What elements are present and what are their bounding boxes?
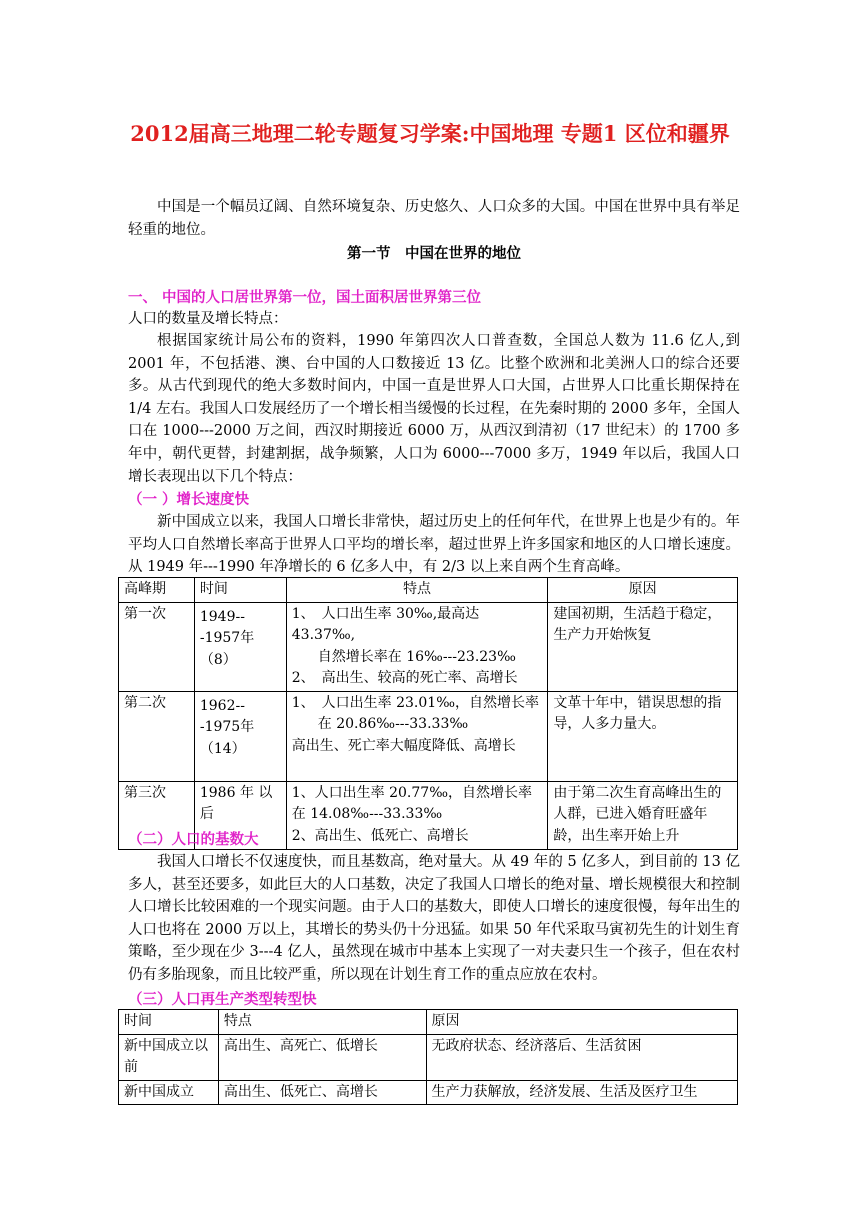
- feature-line: 在 20.86‰---33.33‰: [317, 716, 469, 732]
- table-row: [119, 1080, 738, 1105]
- table-header-cell: 特点: [286, 578, 548, 603]
- table-row: [119, 602, 738, 691]
- table-header-cell: 原因: [426, 1010, 737, 1035]
- table-cell: [286, 602, 548, 691]
- table-cell: 第一次: [119, 602, 195, 691]
- feature-line: 自然增长率在 16‰---23.23‰: [317, 648, 516, 665]
- table-cell: 无政府状态、经济落后、生活贫困: [426, 1034, 737, 1080]
- feature-line: 2、高出生、低死亡、高增长: [291, 827, 469, 844]
- large-base-paragraph: 我国人口增长不仅速度快，而且基数高，绝对量大。从 49 年的 5 亿多人，到目前的 13 亿多人，甚至还要多，如此巨大的人口基数，决定了我国人口增长的绝对量、增长规模很大和控制人口增长比较困难的一个现实问题。由于人口的基数大，即使人口增长的速度很慢，每年出生的人口也将在 2000 万以上，其增长的势头仍十分迅猛。如果 50 年代采取马寅初先生的计划生育策略，至少现在少 3---4 亿人，虽然现在城市中基本上实现了一对夫妻只生一个孩子，但在农村仍有多胎现象，而且比较严重，所以现在计划生育工作的重点应放在农村。: [128, 854, 740, 983]
- table-cell: 第三次: [119, 781, 195, 849]
- table-header-cell: 特点: [218, 1010, 426, 1035]
- table-cell: 由于第二次生育高峰出生的人群，已进入婚育旺盛年龄，出生率开始上升: [548, 781, 738, 849]
- feature-line: 1、 人口出生率 30‰,最高达 43.37‰,: [291, 605, 480, 643]
- heading-population-rank: 一、 中国的人口居世界第一位，国土面积居世界第三位: [128, 289, 482, 306]
- table-row: [119, 1034, 738, 1080]
- table-cell: 新中国成立以前: [119, 1034, 219, 1080]
- table-cell: 1986 年 以后: [194, 781, 286, 849]
- table-header-cell: 时间: [194, 578, 286, 603]
- heading-large-base: （二）人口的基数大: [128, 831, 259, 848]
- table-header-cell: 高峰期: [119, 578, 195, 603]
- heading-growth-fast: （一 ）增长速度快: [128, 491, 250, 508]
- table-cell: 新中国成立: [119, 1080, 219, 1105]
- feature-line: 2、 高出生、较高的死亡率、高增长: [291, 670, 518, 686]
- document-title: 2012届高三地理二轮专题复习学案:中国地理 专题1 区位和疆界: [130, 121, 730, 146]
- population-intro: 人口的数量及增长特点：: [128, 311, 288, 327]
- feature-line: 1、人口出生率 20.77‰，自然增长率在 14.08‰---33.33‰: [291, 784, 532, 822]
- table-header-row: [119, 1010, 738, 1035]
- table-row: [119, 691, 738, 781]
- table-cell: 第二次: [119, 691, 195, 781]
- table-cell: 建国初期，生活趋于稳定，生产力开始恢复: [548, 602, 738, 691]
- growth-paragraph: 新中国成立以来，我国人口增长非常快，超过历史上的任何年代，在世界上也是少有的。年平均人口自然增长率高于世界人口平均的增长率，超过世界上许多国家和地区的人口增长速度。从 1949 年---1990 年净增长的 6 亿多人中，有 2/3 以上来自两个生育高峰。: [128, 514, 740, 576]
- feature-line: 高出生、死亡率大幅度降低、高增长: [291, 737, 516, 754]
- feature-line: 1、 人口出生率 23.01‰，自然增长率: [291, 694, 539, 711]
- table-header-cell: 原因: [548, 578, 738, 603]
- table-cell: 生产力获解放，经济发展、生活及医疗卫生: [426, 1080, 737, 1105]
- table-cell: 文革十年中，错误思想的指导，人多力量大。: [548, 691, 738, 781]
- intro-paragraph: 中国是一个幅员辽阔、自然环境复杂、历史悠久、人口众多的大国。中国在世界中具有举足轻重的地位。: [128, 199, 740, 238]
- table-header-row: [119, 578, 738, 603]
- table-cell: 1949---1957年（8）: [194, 602, 286, 691]
- population-paragraph: 根据国家统计局公布的资料，1990 年第四次人口普查数，全国总人数为 11.6 亿人,到 2001 年，不包括港、澳、台中国的人口数接近 13 亿。比整个欧洲和北美洲人口的综合还要多。从古代到现代的绝大多数时间内，中国一直是世界人口大国，占世界人口比重长期保持在 1/4 左右。我国人口发展经历了一个增长相当缓慢的长过程，在先秦时期的 2000 多年，全国人口在 1000---2000 万之间，西汉时期接近 6000 万，从西汉到清初（17 世纪末）的 1700 多年中，朝代更替，封建割据，战争频繁，人口为 6000---7000 多万，1949 年以后，我国人口增长表现出以下几个特点：: [128, 333, 740, 485]
- reproduction-type-table: [118, 1009, 738, 1105]
- birth-peak-table: [118, 577, 738, 850]
- table-cell: [286, 781, 548, 849]
- table-cell: 高出生、高死亡、低增长: [218, 1034, 426, 1080]
- heading-reproduction-type: （三）人口再生产类型转型快: [128, 991, 317, 1008]
- table-cell: 高出生、低死亡、高增长: [218, 1080, 426, 1105]
- table-cell: 1962---1975年（14）: [194, 691, 286, 781]
- table-cell: [286, 691, 548, 781]
- table-header-cell: 时间: [119, 1010, 219, 1035]
- section-title: 第一节 中国在世界的地位: [347, 245, 521, 262]
